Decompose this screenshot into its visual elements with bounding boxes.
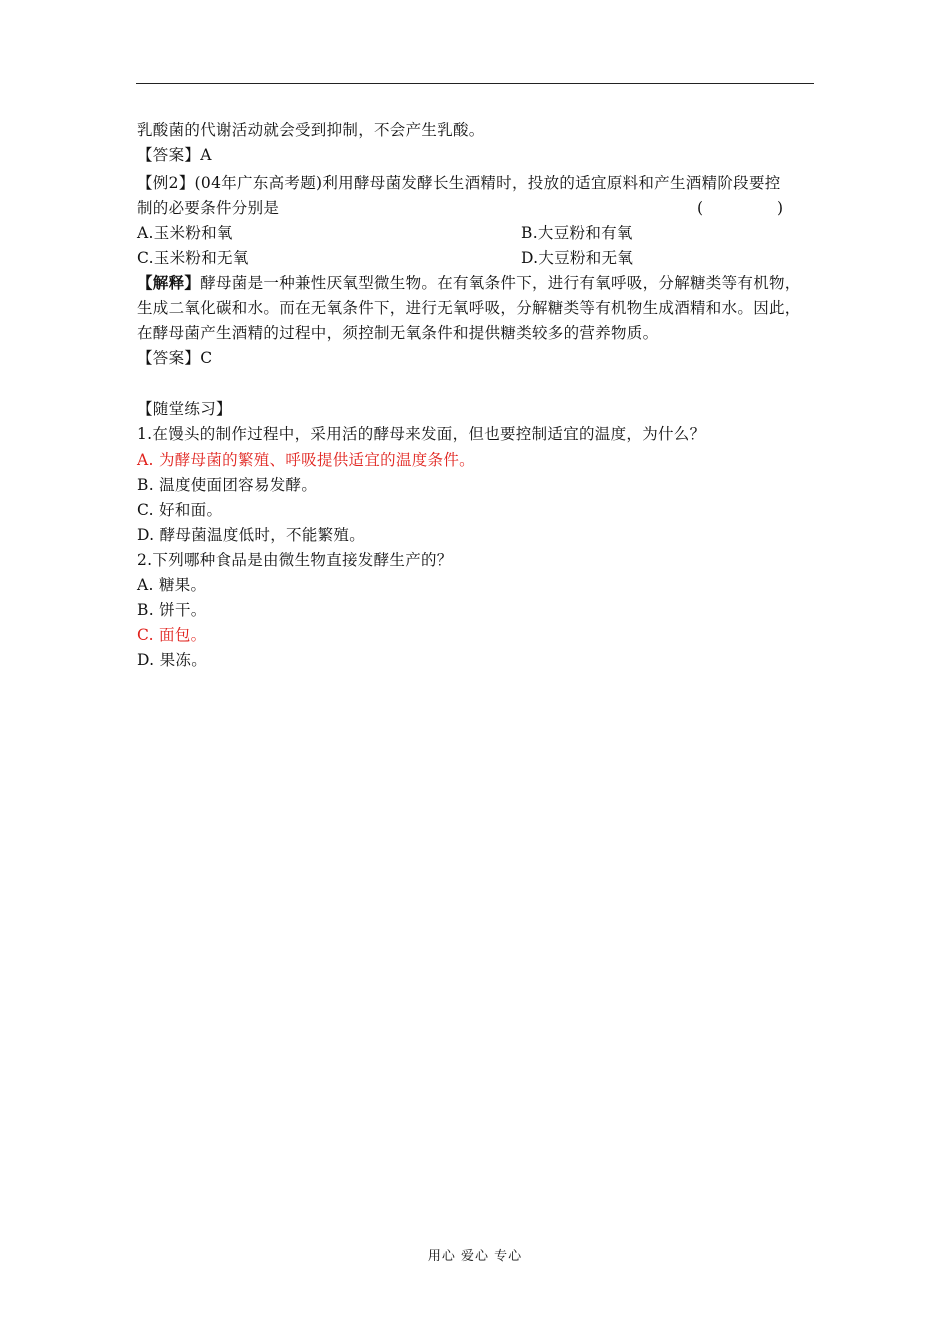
option-d: D.大豆粉和无氧 [521,249,634,267]
example-2-line-1: 【例2】(04年广东高考题)利用酵母菌发酵长生酒精时，投放的适宜原料和产生酒精阶段要控 [137,174,781,192]
q1-option-c: C. 好和面。 [137,501,223,519]
explanation-line-3: 在酵母菌产生酒精的过程中，须控制无氧条件和提供糖类较多的营养物质。 [137,324,659,342]
q1-option-d: D. 酵母菌温度低时，不能繁殖。 [137,526,366,544]
practice-title: 【随堂练习】 [137,400,232,418]
option-a: A.玉米粉和氧 [137,224,233,242]
explanation-line-2: 生成二氧化碳和水。而在无氧条件下，进行无氧呼吸，分解糖类等有机物生成酒精和水。因此， [137,299,801,317]
answer-blank-close: ) [776,199,783,217]
answer-blank-open: ( [697,199,704,217]
q2-option-b: B. 饼干。 [137,601,207,619]
question-1: 1.在馒头的制作过程中，采用活的酵母来发面，但也要控制适宜的温度，为什么？ [137,425,706,443]
example-2-line-2: 制的必要条件分别是 [137,199,280,217]
header-rule [136,83,814,84]
q1-option-b: B. 温度使面团容易发酵。 [137,476,318,494]
q1-option-a: A. 为酵母菌的繁殖、呼吸提供适宜的温度条件。 [137,451,475,469]
question-2: 2.下列哪种食品是由微生物直接发酵生产的？ [137,551,453,569]
explanation-text-1: 酵母菌是一种兼性厌氧型微生物。在有氧条件下，进行有氧呼吸，分解糖类等有机物， [200,274,801,292]
answer-2: 【答案】C [137,349,213,367]
explanation-label: 【解释】 [137,273,201,292]
q2-option-c: C. 面包。 [137,626,207,644]
page-footer: 用心 爱心 专心 [427,1249,523,1264]
explanation-line-1 [137,274,801,292]
continuation-text: 乳酸菌的代谢活动就会受到抑制，不会产生乳酸。 [137,121,485,139]
q2-option-a: A. 糖果。 [137,576,207,594]
option-c: C.玉米粉和无氧 [137,249,249,267]
option-b: B.大豆粉和有氧 [521,224,633,242]
q2-option-d: D. 果冻。 [137,651,208,669]
answer-1: 【答案】A [137,146,212,164]
